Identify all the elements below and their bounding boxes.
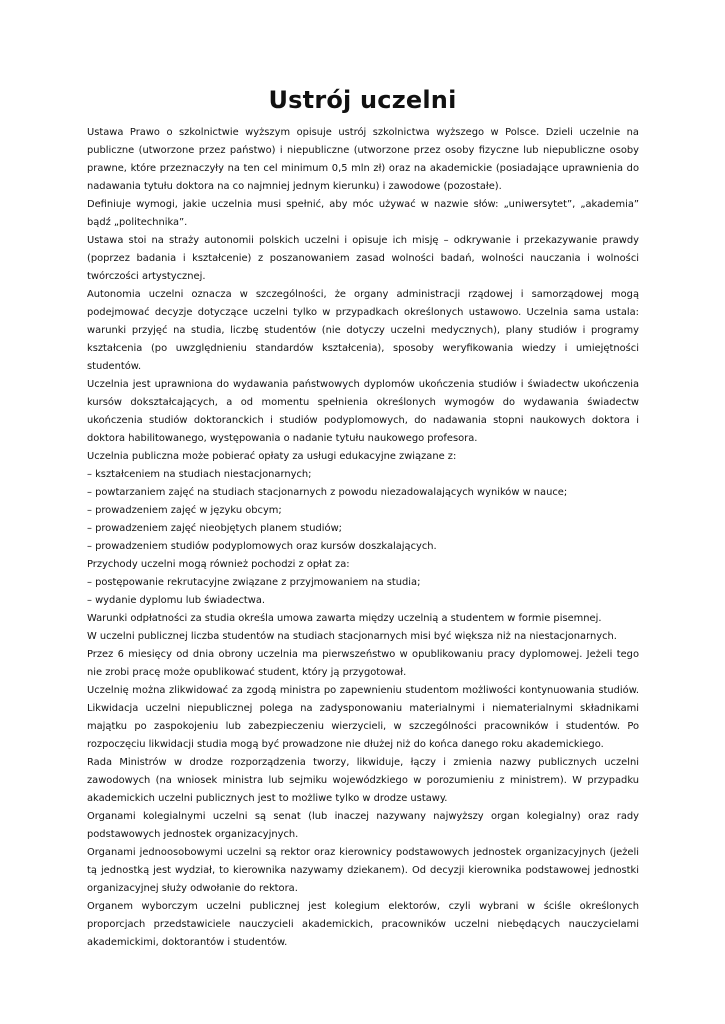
paragraph: Uczelnia publiczna może pobierać opłaty za usługi edukacyjne związane z: xyxy=(87,451,457,462)
paragraph: Organem wyborczym uczelni publicznej jest kolegium elektorów, czyli wybrani w ściśle określonych proporcjach przedstawiciele nauczycieli akademickich, pracowników uczelni niebędących nauczycielami akademickimi, doktorantów i studentów. xyxy=(87,901,639,948)
paragraph: Uczelnia jest uprawniona do wydawania państwowych dyplomów ukończenia studiów i świadectw ukończenia kursów dokształcających, a od momentu spełnienia określonych wymogów do wydawania świadectw ukończenia studiów doktoranckich i studiów podyplomowych, do nadawania stopni naukowych doktora i doktora habilitowanego, występowania o nadanie tytułu naukowego profesora. xyxy=(87,379,639,444)
paragraph: Organami jednoosobowymi uczelni są rektor oraz kierownicy podstawowych jednostek organizacyjnych (jeżeli tą jednostką jest wydział, to kierownika nazywamy dziekanem). Od decyzji kierownika podstawowej jednostki organizacyjnej służy odwołanie do rektora. xyxy=(87,847,639,894)
paragraph: W uczelni publicznej liczba studentów na studiach stacjonarnych misi być większa niż na niestacjonarnych. xyxy=(87,631,617,642)
list-item: – postępowanie rekrutacyjne związane z przyjmowaniem na studia; xyxy=(87,577,421,588)
paragraph: Autonomia uczelni oznacza w szczególności, że organy administracji rządowej i samorządowej mogą podejmować decyzje dotyczące uczelni tylko w przypadkach określonych ustawowo. Uczelnia sama ustala: warunki przyjęć na studia, liczbę studentów (nie dotyczy uczelni medycznych), plany studiów i programy kształcenia (po uwzględnieniu standardów kształcenia), sposoby weryfikowania wiedzy i umiejętności studentów. xyxy=(87,289,639,372)
paragraph: Rada Ministrów w drodze rozporządzenia tworzy, likwiduje, łączy i zmienia nazwy publicznych uczelni zawodowych (na wniosek ministra lub sejmiku wojewódzkiego w porozumieniu z ministrem). W przypadku akademickich uczelni publicznych jest to możliwe tylko w drodze ustawy. xyxy=(87,757,639,804)
page-title: Ustrój uczelni xyxy=(268,86,457,114)
document-body xyxy=(87,124,639,952)
list-item: – prowadzeniem zajęć nieobjętych planem studiów; xyxy=(87,523,342,534)
paragraph: Definiuje wymogi, jakie uczelnia musi spełnić, aby móc używać w nazwie słów: „uniwersytet”, „akademia” bądź „politechnika”. xyxy=(87,199,639,228)
paragraph: Ustawa Prawo o szkolnictwie wyższym opisuje ustrój szkolnictwa wyższego w Polsce. Dzieli uczelnie na publiczne (utworzone przez państwo) i niepubliczne (utworzone przez osoby fizyczne lub niepubliczne osoby prawne, które przeznaczyły na ten cel minimum 0,5 mln zł) oraz na akademickie (posiadające uprawnienia do nadawania tytułu doktora na co najmniej jednym kierunku) i zawodowe (pozostałe). xyxy=(87,127,639,192)
list-item: – powtarzaniem zajęć na studiach stacjonarnych z powodu niezadowalających wyników w nauce; xyxy=(87,487,568,498)
paragraph: Ustawa stoi na straży autonomii polskich uczelni i opisuje ich misję – odkrywanie i przekazywanie prawdy (poprzez badania i kształcenie) z poszanowaniem zasad wolności badań, wolności nauczania i wolności twórczości artystycznej. xyxy=(87,235,639,282)
paragraph: Organami kolegialnymi uczelni są senat (lub inaczej nazywany najwyższy organ kolegialny) oraz rady podstawowych jednostek organizacyjnych. xyxy=(87,811,639,840)
paragraph: Przychody uczelni mogą również pochodzi z opłat za: xyxy=(87,559,350,570)
paragraph: Uczelnię można zlikwidować za zgodą ministra po zapewnieniu studentom możliwości kontynuowania studiów. Likwidacja uczelni niepublicznej polega na zadysponowaniu materialnymi i niematerialnymi składnikami majątku po zaspokojeniu lub zabezpieczeniu wierzycieli, w szczególności pracowników i studentów. Po rozpoczęciu likwidacji studia mogą być prowadzone nie dłużej niż do końca danego roku akademickiego. xyxy=(87,685,639,750)
list-item: – wydanie dyplomu lub świadectwa. xyxy=(87,595,266,606)
paragraph: Warunki odpłatności za studia określa umowa zawarta między uczelnią a studentem w formie pisemnej. xyxy=(87,613,602,624)
list-item: – kształceniem na studiach niestacjonarnych; xyxy=(87,469,312,480)
list-item: – prowadzeniem zajęć w języku obcym; xyxy=(87,505,282,516)
list-item: – prowadzeniem studiów podyplomowych oraz kursów doszkalających. xyxy=(87,541,437,552)
paragraph: Przez 6 miesięcy od dnia obrony uczelnia ma pierwszeństwo w opublikowaniu pracy dyplomowej. Jeżeli tego nie zrobi pracę może opublikować student, który ją przygotował. xyxy=(87,649,639,678)
